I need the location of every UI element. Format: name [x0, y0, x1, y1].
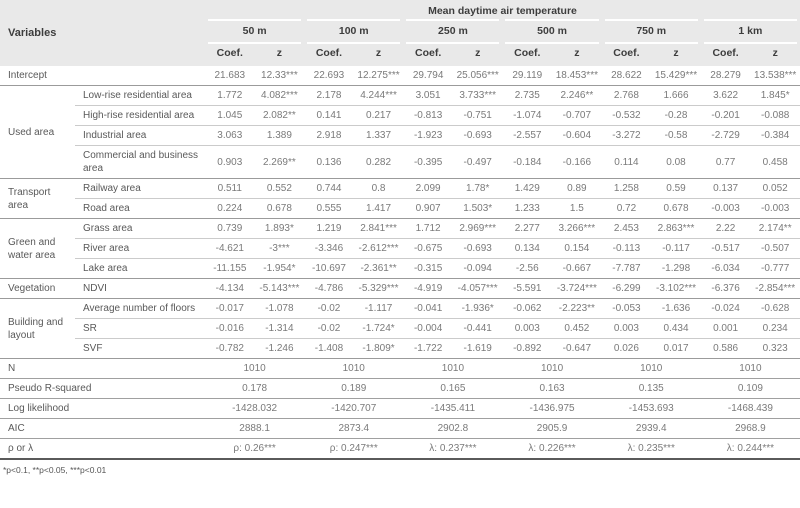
summary-label: Log likelihood — [0, 399, 205, 419]
z-header: z — [354, 44, 404, 66]
coef-cell: 2.768 — [602, 86, 652, 106]
summary-value: 0.163 — [502, 379, 601, 399]
z-cell: 0.323 — [750, 339, 800, 359]
coef-cell: 0.001 — [701, 319, 751, 339]
coef-cell: -4.919 — [403, 279, 453, 299]
z-cell: 0.678 — [255, 199, 305, 219]
scale-label: 750 m — [605, 19, 698, 44]
coef-cell: 1.258 — [602, 179, 652, 199]
variable-cell: SVF — [75, 339, 205, 359]
z-cell: 2.174** — [750, 219, 800, 239]
summary-value: -1453.693 — [602, 399, 701, 419]
coef-cell: 3.622 — [701, 86, 751, 106]
z-cell: -1.954* — [255, 259, 305, 279]
z-cell: 0.434 — [651, 319, 701, 339]
coef-cell: 0.134 — [502, 239, 552, 259]
coef-cell: 0.739 — [205, 219, 255, 239]
table-row — [0, 239, 800, 259]
table-row — [0, 146, 800, 179]
z-cell: -0.58 — [651, 126, 701, 146]
coef-cell: 1.772 — [205, 86, 255, 106]
coef-header: Coef. — [701, 44, 751, 66]
z-cell: -1.619 — [453, 339, 503, 359]
z-cell: -0.441 — [453, 319, 503, 339]
coef-cell: -6.034 — [701, 259, 751, 279]
group-cell: Building and layout — [0, 299, 75, 359]
z-cell: 1.417 — [354, 199, 404, 219]
z-cell: 1.389 — [255, 126, 305, 146]
coef-cell: -4.786 — [304, 279, 354, 299]
z-cell: 15.429*** — [651, 66, 701, 86]
z-cell: -0.497 — [453, 146, 503, 179]
summary-value: 1010 — [304, 359, 403, 379]
summary-value: 2873.4 — [304, 419, 403, 439]
summary-value: λ: 0.244*** — [701, 439, 800, 460]
variable-cell: Low-rise residential area — [75, 86, 205, 106]
coef-cell: 1.429 — [502, 179, 552, 199]
coef-cell: -2.729 — [701, 126, 751, 146]
coef-cell: -11.155 — [205, 259, 255, 279]
table-row — [0, 299, 800, 319]
summary-value: 2968.9 — [701, 419, 800, 439]
z-cell: 3.266*** — [552, 219, 602, 239]
z-cell: 0.458 — [750, 146, 800, 179]
z-cell: -2.854*** — [750, 279, 800, 299]
summary-value: λ: 0.235*** — [602, 439, 701, 460]
summary-value: -1420.707 — [304, 399, 403, 419]
coef-cell: -1.722 — [403, 339, 453, 359]
z-cell: -0.094 — [453, 259, 503, 279]
scale-label: 500 m — [505, 19, 598, 44]
coef-cell: 21.683 — [205, 66, 255, 86]
table-title: Mean daytime air temperature — [205, 0, 800, 19]
summary-value: 1010 — [502, 359, 601, 379]
summary-value: 1010 — [701, 359, 800, 379]
coef-cell: 2.735 — [502, 86, 552, 106]
coef-cell: -0.016 — [205, 319, 255, 339]
z-cell: 1.845* — [750, 86, 800, 106]
coef-header: Coef. — [205, 44, 255, 66]
summary-value: 0.135 — [602, 379, 701, 399]
coef-header: Coef. — [304, 44, 354, 66]
variable-cell: High-rise residential area — [75, 106, 205, 126]
scale-header — [403, 19, 502, 44]
z-cell: -2.612*** — [354, 239, 404, 259]
table-header — [0, 0, 800, 66]
coef-cell: 0.744 — [304, 179, 354, 199]
summary-value: 0.165 — [403, 379, 502, 399]
coef-cell: -0.532 — [602, 106, 652, 126]
variable-cell: NDVI — [75, 279, 205, 299]
summary-label: Pseudo R-squared — [0, 379, 205, 399]
coef-cell: -6.376 — [701, 279, 751, 299]
scale-header — [602, 19, 701, 44]
header-row-title — [0, 0, 800, 19]
z-cell: -2.361** — [354, 259, 404, 279]
coef-cell: 0.114 — [602, 146, 652, 179]
z-cell: 1.337 — [354, 126, 404, 146]
summary-value: -1436.975 — [502, 399, 601, 419]
coef-cell: -0.113 — [602, 239, 652, 259]
coef-cell: -0.201 — [701, 106, 751, 126]
coef-cell: -0.02 — [304, 319, 354, 339]
z-cell: 0.234 — [750, 319, 800, 339]
z-cell: 0.8 — [354, 179, 404, 199]
z-header: z — [453, 44, 503, 66]
summary-value: 0.189 — [304, 379, 403, 399]
z-cell: -0.751 — [453, 106, 503, 126]
coef-cell: 0.72 — [602, 199, 652, 219]
coef-cell: 3.051 — [403, 86, 453, 106]
z-cell: -0.003 — [750, 199, 800, 219]
z-cell: 3.733*** — [453, 86, 503, 106]
summary-value: 2939.4 — [602, 419, 701, 439]
coef-cell: 0.141 — [304, 106, 354, 126]
coef-cell: -10.697 — [304, 259, 354, 279]
coef-cell: 28.622 — [602, 66, 652, 86]
z-cell: 0.552 — [255, 179, 305, 199]
coef-cell: 0.003 — [602, 319, 652, 339]
coef-cell: -0.024 — [701, 299, 751, 319]
z-cell: -3.102*** — [651, 279, 701, 299]
summary-value: 0.109 — [701, 379, 800, 399]
variable-cell: SR — [75, 319, 205, 339]
variable-cell: Average number of floors — [75, 299, 205, 319]
summary-value: 2905.9 — [502, 419, 601, 439]
variable-cell: Industrial area — [75, 126, 205, 146]
coef-cell: 0.903 — [205, 146, 255, 179]
significance-footnote: *p<0.1, **p<0.05, ***p<0.01 — [3, 465, 107, 475]
coef-cell: 0.137 — [701, 179, 751, 199]
table-row — [0, 126, 800, 146]
z-cell: 0.217 — [354, 106, 404, 126]
coef-cell: 2.918 — [304, 126, 354, 146]
z-cell: 0.017 — [651, 339, 701, 359]
variables-header: Variables — [0, 0, 205, 66]
coef-cell: 2.277 — [502, 219, 552, 239]
z-header: z — [552, 44, 602, 66]
coef-cell: 0.77 — [701, 146, 751, 179]
coef-cell: -0.041 — [403, 299, 453, 319]
z-cell: -0.693 — [453, 126, 503, 146]
z-cell: 1.666 — [651, 86, 701, 106]
z-cell: -1.936* — [453, 299, 503, 319]
summary-row — [0, 379, 800, 399]
coef-cell: 0.586 — [701, 339, 751, 359]
z-cell: 2.269** — [255, 146, 305, 179]
variable-cell: Railway area — [75, 179, 205, 199]
scale-label: 100 m — [307, 19, 400, 44]
z-cell: 2.082** — [255, 106, 305, 126]
z-cell: 12.33*** — [255, 66, 305, 86]
coef-header: Coef. — [602, 44, 652, 66]
coef-cell: -0.184 — [502, 146, 552, 179]
coef-cell: -0.017 — [205, 299, 255, 319]
z-cell: 4.082*** — [255, 86, 305, 106]
z-cell: -0.707 — [552, 106, 602, 126]
z-cell: 25.056*** — [453, 66, 503, 86]
z-cell: -0.117 — [651, 239, 701, 259]
group-cell: Green and water area — [0, 219, 75, 279]
coef-cell: -3.272 — [602, 126, 652, 146]
coef-cell: -0.062 — [502, 299, 552, 319]
coef-cell: -0.315 — [403, 259, 453, 279]
coef-cell: -0.675 — [403, 239, 453, 259]
coef-cell: 29.119 — [502, 66, 552, 86]
z-cell: -0.507 — [750, 239, 800, 259]
coef-cell: 2.22 — [701, 219, 751, 239]
z-cell: -0.667 — [552, 259, 602, 279]
summary-value: -1435.411 — [403, 399, 502, 419]
variable-cell: Intercept — [0, 66, 205, 86]
z-cell: 1.78* — [453, 179, 503, 199]
scale-label: 250 m — [406, 19, 499, 44]
table-body — [0, 66, 800, 459]
coef-cell: -0.813 — [403, 106, 453, 126]
z-cell: 13.538*** — [750, 66, 800, 86]
coef-cell: -1.074 — [502, 106, 552, 126]
z-cell: -2.223** — [552, 299, 602, 319]
z-cell: -1.724* — [354, 319, 404, 339]
summary-value: 1010 — [403, 359, 502, 379]
z-cell: -4.057*** — [453, 279, 503, 299]
z-cell: -1.298 — [651, 259, 701, 279]
z-cell: -0.628 — [750, 299, 800, 319]
z-cell: 0.59 — [651, 179, 701, 199]
coef-cell: 1.045 — [205, 106, 255, 126]
summary-value: 0.178 — [205, 379, 304, 399]
coef-cell: -2.56 — [502, 259, 552, 279]
table-row — [0, 259, 800, 279]
summary-value: -1428.032 — [205, 399, 304, 419]
variable-cell: Commercial and business area — [75, 146, 205, 179]
variable-cell: Road area — [75, 199, 205, 219]
coef-cell: -1.408 — [304, 339, 354, 359]
table-row — [0, 339, 800, 359]
z-cell: -1.117 — [354, 299, 404, 319]
coef-header: Coef. — [403, 44, 453, 66]
z-cell: 0.678 — [651, 199, 701, 219]
coef-cell: -0.003 — [701, 199, 751, 219]
z-cell: 2.841*** — [354, 219, 404, 239]
coef-cell: 1.219 — [304, 219, 354, 239]
coef-cell: -0.02 — [304, 299, 354, 319]
z-cell: -1.314 — [255, 319, 305, 339]
summary-value: ρ: 0.247*** — [304, 439, 403, 460]
scale-header — [701, 19, 800, 44]
coef-cell: -1.923 — [403, 126, 453, 146]
z-cell: 2.969*** — [453, 219, 503, 239]
coef-cell: 2.099 — [403, 179, 453, 199]
group-cell: Vegetation — [0, 279, 75, 299]
table-row — [0, 319, 800, 339]
coef-cell: 0.003 — [502, 319, 552, 339]
summary-label: ρ or λ — [0, 439, 205, 460]
z-cell: 0.052 — [750, 179, 800, 199]
coef-cell: 0.555 — [304, 199, 354, 219]
summary-row — [0, 359, 800, 379]
scale-label: 1 km — [704, 19, 797, 44]
table-row — [0, 66, 800, 86]
z-cell: -0.28 — [651, 106, 701, 126]
z-cell: 1.5 — [552, 199, 602, 219]
table-row — [0, 86, 800, 106]
z-cell: 1.503* — [453, 199, 503, 219]
coef-cell: -5.591 — [502, 279, 552, 299]
z-cell: 0.154 — [552, 239, 602, 259]
coef-cell: 0.224 — [205, 199, 255, 219]
coef-cell: -7.787 — [602, 259, 652, 279]
coef-cell: 2.453 — [602, 219, 652, 239]
table-row — [0, 106, 800, 126]
scale-header — [502, 19, 601, 44]
summary-value: 2902.8 — [403, 419, 502, 439]
summary-value: 1010 — [602, 359, 701, 379]
summary-row — [0, 439, 800, 460]
z-cell: 1.893* — [255, 219, 305, 239]
table-row — [0, 179, 800, 199]
summary-value: λ: 0.237*** — [403, 439, 502, 460]
z-cell: -1.636 — [651, 299, 701, 319]
z-cell: -0.693 — [453, 239, 503, 259]
z-cell: 12.275*** — [354, 66, 404, 86]
summary-row — [0, 399, 800, 419]
z-cell: 2.863*** — [651, 219, 701, 239]
summary-value: ρ: 0.26*** — [205, 439, 304, 460]
coef-header: Coef. — [502, 44, 552, 66]
summary-label: AIC — [0, 419, 205, 439]
table-row — [0, 279, 800, 299]
coef-cell: -4.134 — [205, 279, 255, 299]
z-cell: 0.08 — [651, 146, 701, 179]
summary-row — [0, 419, 800, 439]
variable-cell: River area — [75, 239, 205, 259]
coef-cell: 28.279 — [701, 66, 751, 86]
summary-value: 1010 — [205, 359, 304, 379]
z-cell: 18.453*** — [552, 66, 602, 86]
summary-label: N — [0, 359, 205, 379]
scale-header — [205, 19, 304, 44]
coef-cell: 3.063 — [205, 126, 255, 146]
z-cell: -1.809* — [354, 339, 404, 359]
group-cell: Transport area — [0, 179, 75, 219]
coef-cell: -2.557 — [502, 126, 552, 146]
z-cell: 0.89 — [552, 179, 602, 199]
z-cell: 0.282 — [354, 146, 404, 179]
z-cell: -3*** — [255, 239, 305, 259]
z-cell: -5.143*** — [255, 279, 305, 299]
z-cell: -0.384 — [750, 126, 800, 146]
coef-cell: 2.178 — [304, 86, 354, 106]
z-header: z — [651, 44, 701, 66]
z-cell: 4.244*** — [354, 86, 404, 106]
coef-cell: 1.712 — [403, 219, 453, 239]
scale-header — [304, 19, 403, 44]
coef-cell: -4.621 — [205, 239, 255, 259]
z-cell: -0.777 — [750, 259, 800, 279]
coef-cell: 1.233 — [502, 199, 552, 219]
z-header: z — [750, 44, 800, 66]
coef-cell: -0.004 — [403, 319, 453, 339]
coef-cell: -3.346 — [304, 239, 354, 259]
coef-cell: -0.395 — [403, 146, 453, 179]
z-cell: 0.452 — [552, 319, 602, 339]
z-cell: 2.246** — [552, 86, 602, 106]
coef-cell: -0.782 — [205, 339, 255, 359]
summary-value: -1468.439 — [701, 399, 800, 419]
coef-cell: -6.299 — [602, 279, 652, 299]
coef-cell: -0.892 — [502, 339, 552, 359]
group-cell: Used area — [0, 86, 75, 179]
z-cell: -5.329*** — [354, 279, 404, 299]
z-cell: -3.724*** — [552, 279, 602, 299]
coef-cell: 0.511 — [205, 179, 255, 199]
table-row — [0, 199, 800, 219]
z-cell: -1.078 — [255, 299, 305, 319]
z-cell: -0.166 — [552, 146, 602, 179]
coef-cell: 0.136 — [304, 146, 354, 179]
scale-label: 50 m — [208, 19, 301, 44]
z-cell: -0.088 — [750, 106, 800, 126]
z-header: z — [255, 44, 305, 66]
coef-cell: -0.053 — [602, 299, 652, 319]
coef-cell: 29.794 — [403, 66, 453, 86]
z-cell: -1.246 — [255, 339, 305, 359]
summary-value: 2888.1 — [205, 419, 304, 439]
variable-cell: Grass area — [75, 219, 205, 239]
summary-value: λ: 0.226*** — [502, 439, 601, 460]
coef-cell: -0.517 — [701, 239, 751, 259]
z-cell: -0.647 — [552, 339, 602, 359]
coef-cell: 22.693 — [304, 66, 354, 86]
coef-cell: 0.026 — [602, 339, 652, 359]
table-row — [0, 219, 800, 239]
z-cell: -0.604 — [552, 126, 602, 146]
coef-cell: 0.907 — [403, 199, 453, 219]
variable-cell: Lake area — [75, 259, 205, 279]
